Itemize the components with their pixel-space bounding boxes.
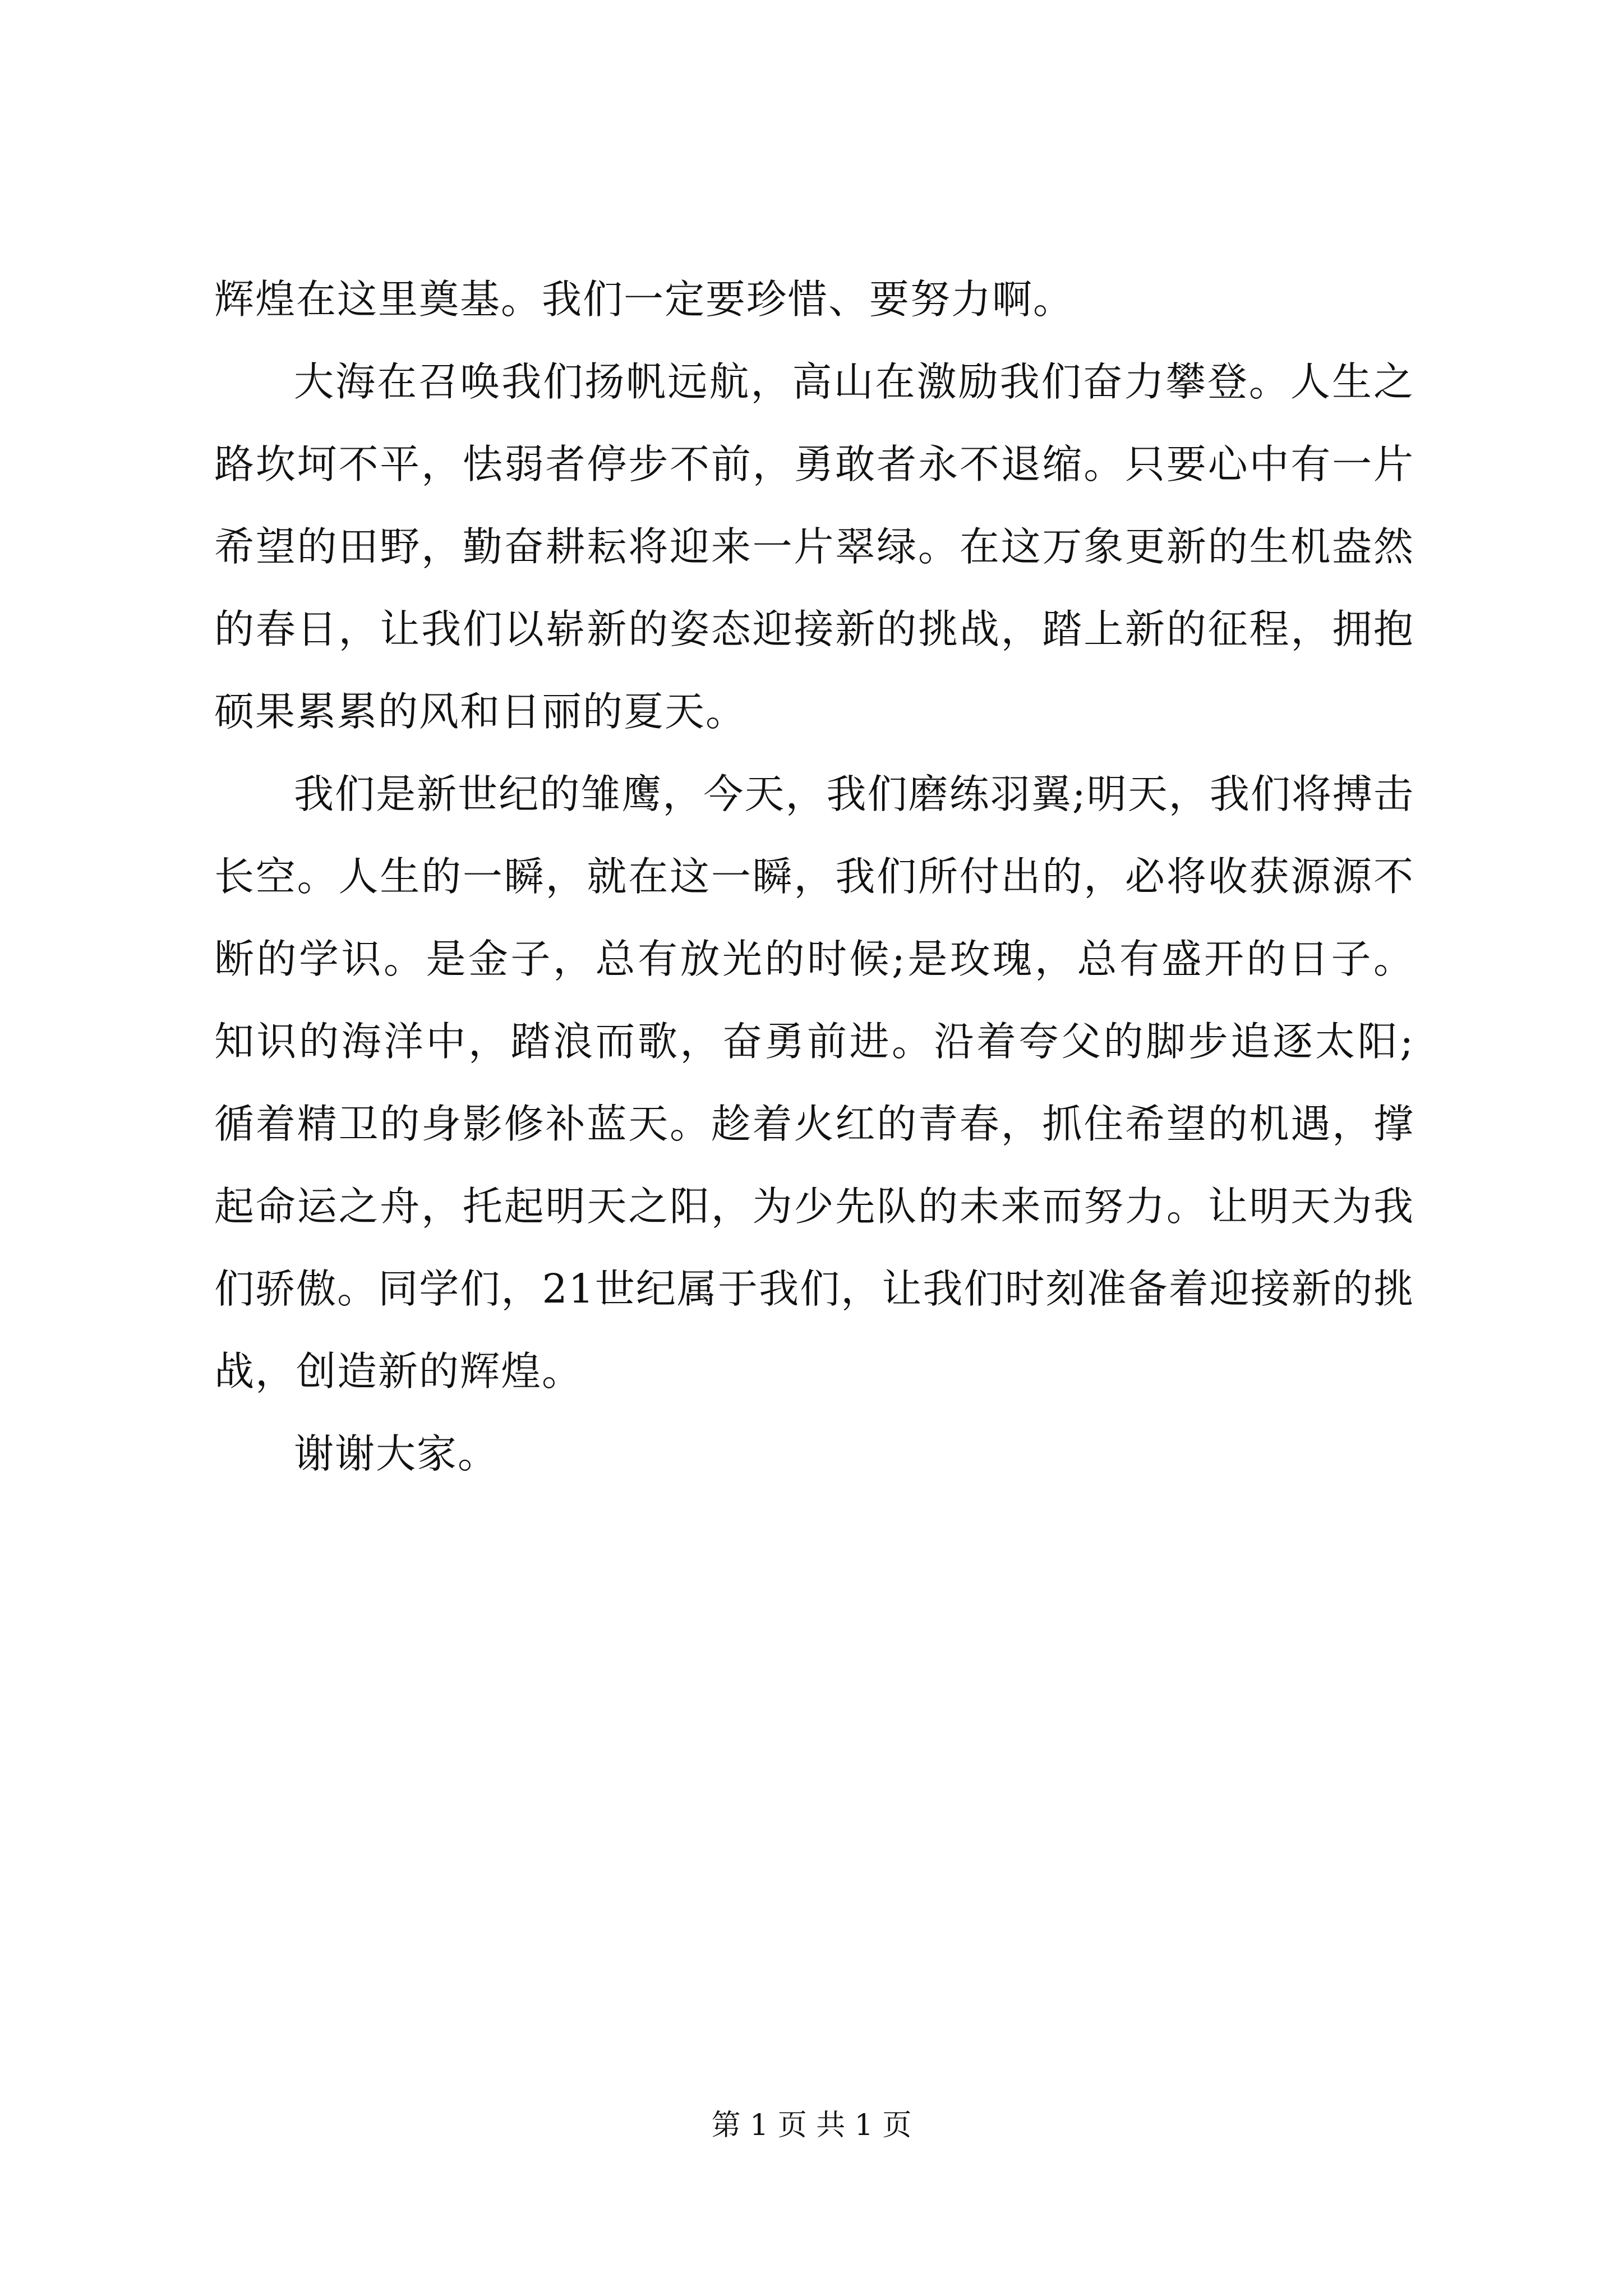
page-number-footer: 第 1 页 共 1 页 xyxy=(711,2109,912,2142)
paragraph-young-eagles: 我们是新世纪的雏鹰，今天，我们磨练羽翼;明天，我们将搏击长空。人生的一瞬，就在这一瞬，我们所付出的，必将收获源源不断的学识。是金子，总有放光的时候;是玫瑰，总有盛开的日子。知识的海洋中，踏浪而歌，奋勇前进。沿着夸父的脚步追逐太阳;循着精卫的身影修补蓝天。趁着火红的青春，抓住希望的机遇，撑起命运之舟，托起明天之阳，为少先队的未来而努力。让明天为我们骄傲。同学们，21世纪属于我们，让我们时刻准备着迎接新的挑战，创造新的辉煌。 xyxy=(214,771,1414,1395)
paragraph-closing-thanks: 谢谢大家。 xyxy=(294,1430,499,1477)
document-body xyxy=(214,258,1414,1495)
paragraph-continuation: 辉煌在这里奠基。我们一定要珍惜、要努力啊。 xyxy=(214,276,1075,323)
paragraph-sea-and-mountain: 大海在召唤我们扬帆远航，高山在激励我们奋力攀登。人生之路坎坷不平，怯弱者停步不前，勇敢者永不退缩。只要心中有一片希望的田野，勤奋耕耘将迎来一片翠绿。在这万象更新的生机盎然的春日，让我们以崭新的姿态迎接新的挑战，踏上新的征程，拥抱硕果累累的风和日丽的夏天。 xyxy=(214,358,1414,735)
